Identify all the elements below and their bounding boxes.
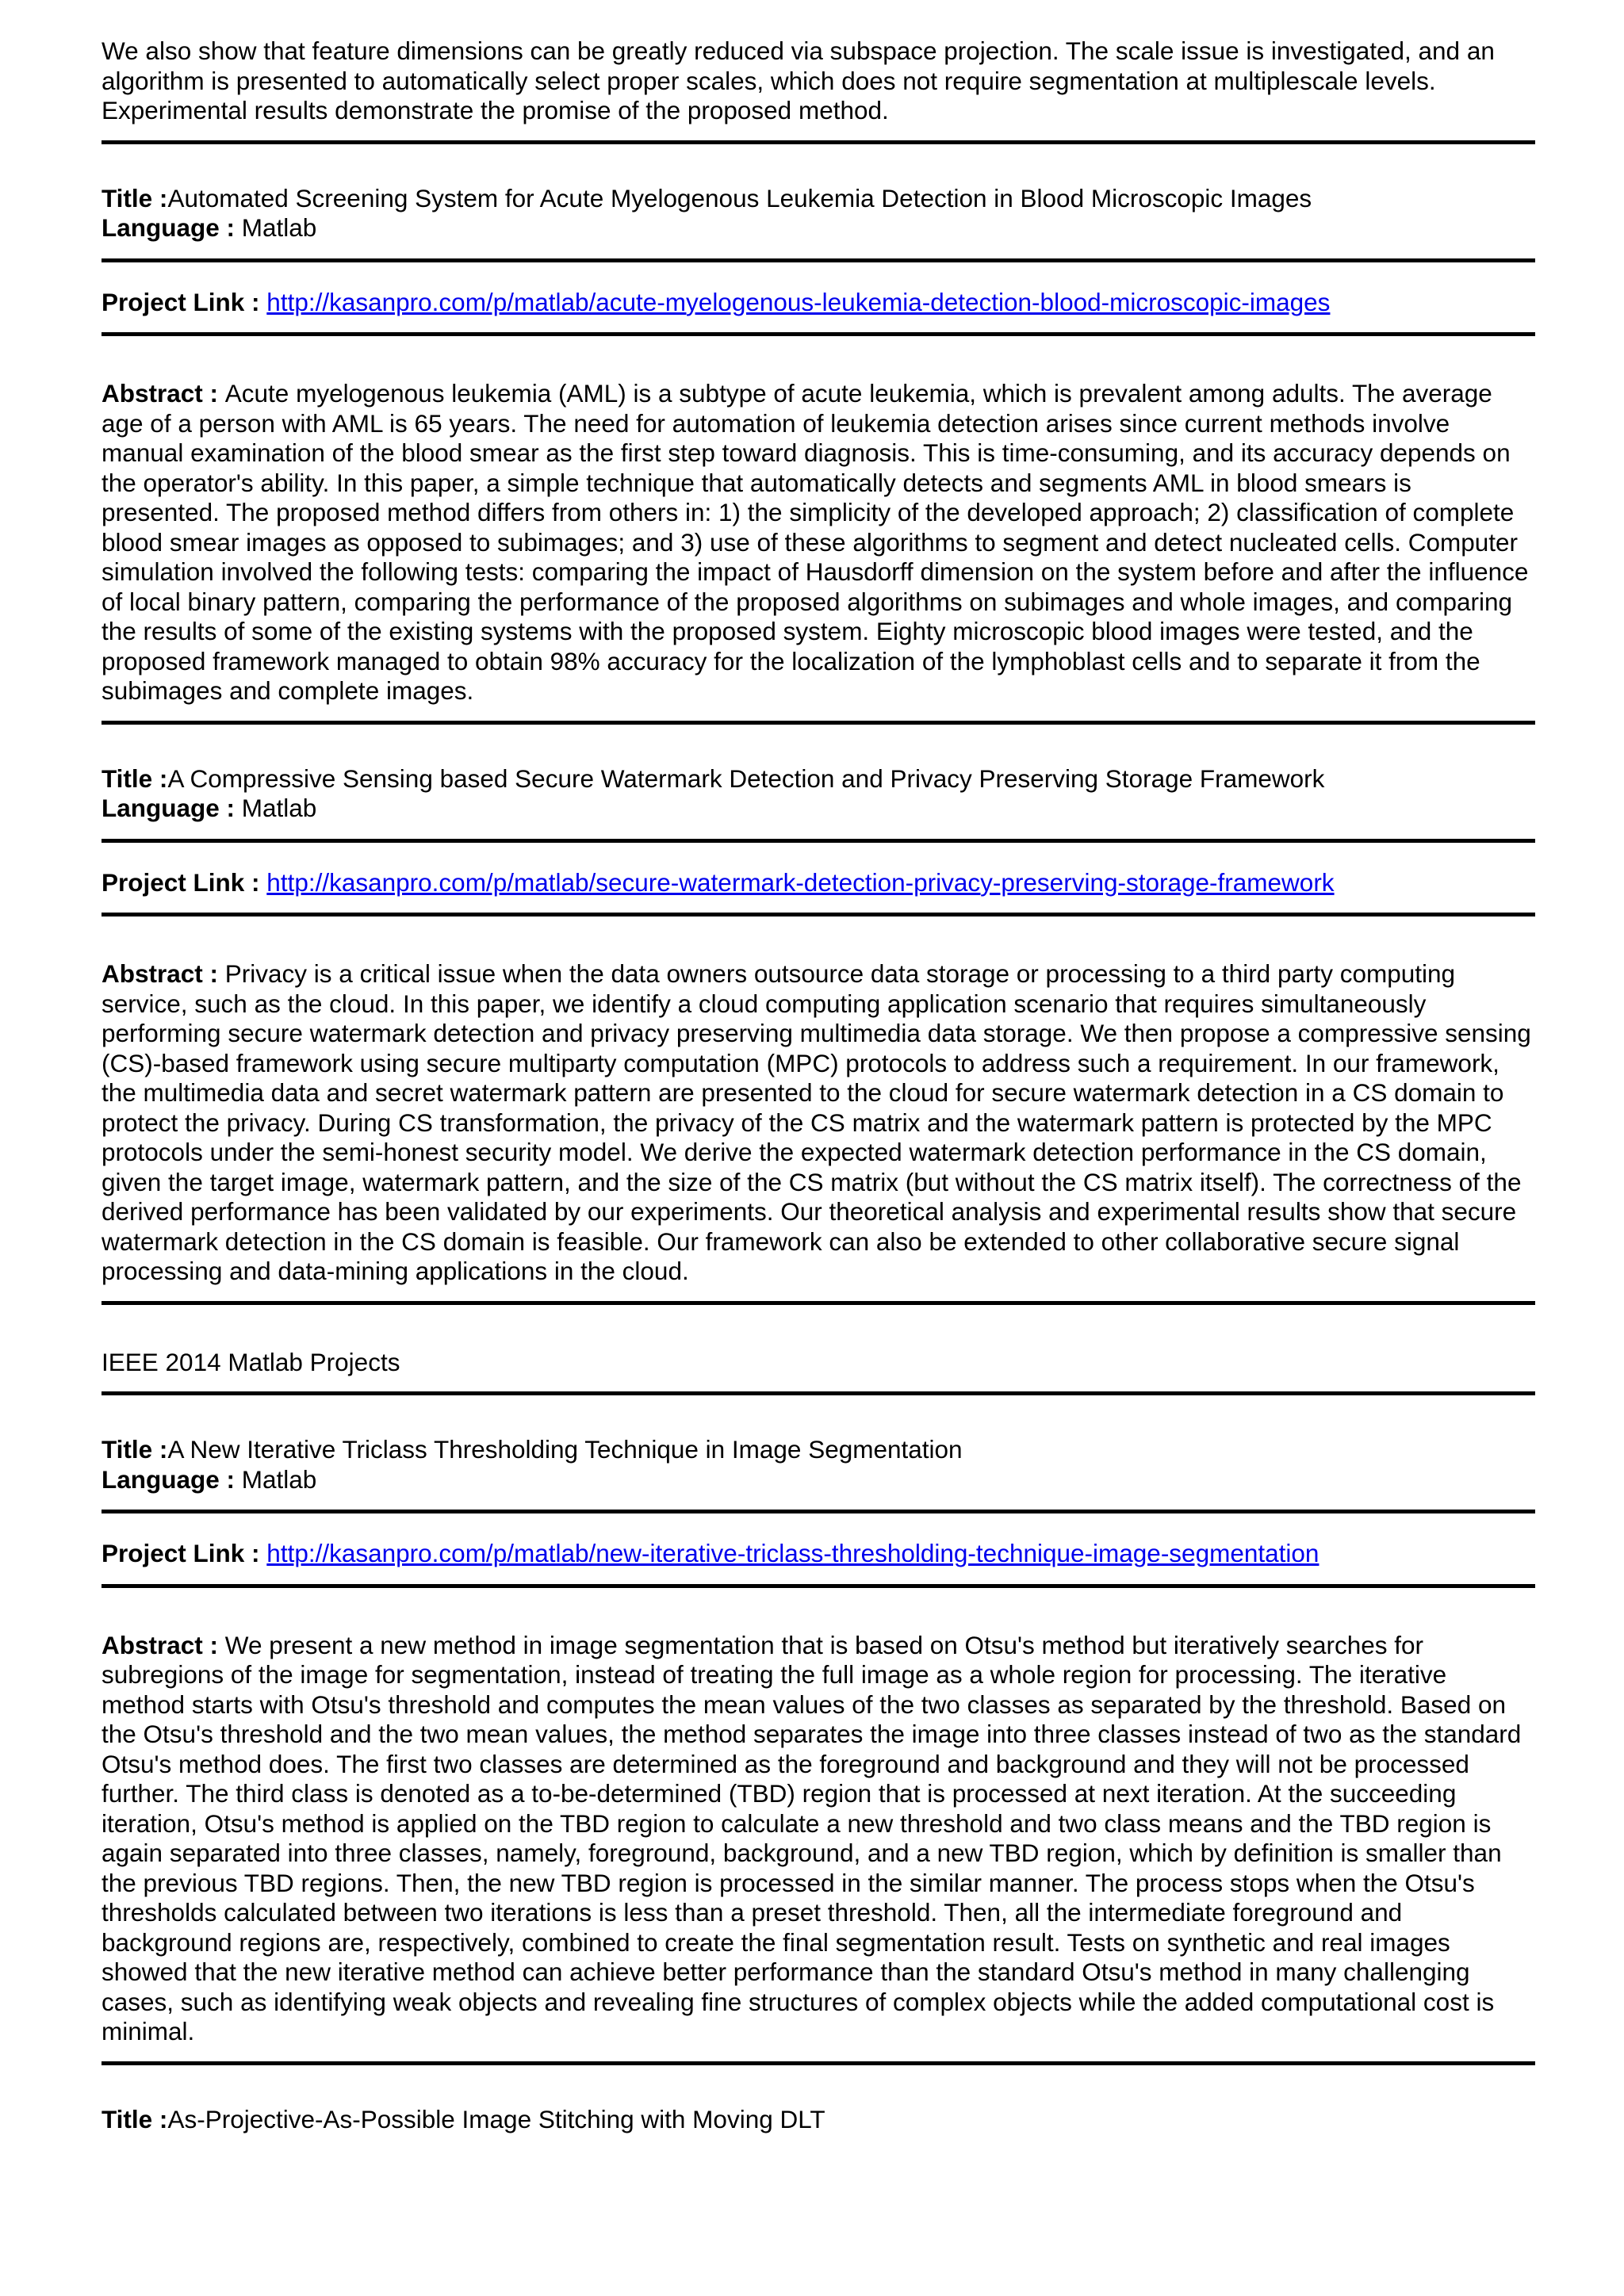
project-link[interactable]: http://kasanpro.com/p/matlab/new-iterative-triclass-thresholding-technique-image-segmentation xyxy=(266,1539,1320,1567)
title-label: Title : xyxy=(102,2104,168,2133)
document-page xyxy=(102,36,1535,2134)
abstract-label: Abstract : xyxy=(102,379,225,408)
project-language-line xyxy=(102,794,1535,824)
title-label: Title : xyxy=(102,1435,168,1464)
abstract-text: Privacy is a critical issue when the data owners outsource data storage or processing to a third party computing service, such as the cloud. In this paper, we identify a cloud computing application scenario that requires simultaneously performing secure watermark detection and privacy preserving multimedia data storage. We then propose a compressive sensing (CS)-based framework using secure multiparty computation (MPC) protocols to address such a requirement. In our framework, the multimedia data and secret watermark pattern are presented to the cloud for secure watermark detection in a CS domain to protect the privacy. During CS transformation, the privacy of the CS matrix and the watermark pattern is protected by the MPC protocols under the semi-honest security model. We derive the expected watermark detection performance in the CS domain, given the target image, watermark pattern, and the size of the CS matrix (but without the CS matrix itself). The correctness of the derived performance has been validated by our experiments. Our theoretical analysis and experimental results show that secure watermark detection in the CS domain is feasible. Our framework can also be extended to other collaborative secure signal processing and data-mining applications in the cloud. xyxy=(102,959,1531,1285)
abstract-label: Abstract : xyxy=(102,959,225,988)
project-link[interactable]: http://kasanpro.com/p/matlab/secure-watermark-detection-privacy-preserving-storage-framework xyxy=(266,867,1335,897)
project-language-line xyxy=(102,1465,1535,1495)
project-title-line xyxy=(102,1435,1535,1465)
project-language: Matlab xyxy=(241,213,317,242)
project-title: Automated Screening System for Acute Myelogenous Leukemia Detection in Blood Microscopic Images xyxy=(167,183,1312,212)
project-title: A New Iterative Triclass Thresholding Technique in Image Segmentation xyxy=(167,1435,963,1464)
intro-paragraph: We also show that feature dimensions can be greatly reduced via subspace projection. The scale issue is investigated, and an algorithm is presented to automatically select proper scales, which does not require segmentation at multiplescale levels. Experimental results demonstrate the promise of the proposed method. xyxy=(102,36,1495,124)
project-language: Matlab xyxy=(241,794,317,822)
project-title-line xyxy=(102,764,1535,794)
project-link-label: Project Link : xyxy=(102,287,267,316)
project-abstract xyxy=(102,1631,1535,2047)
abstract-text: Acute myelogenous leukemia (AML) is a subtype of acute leukemia, which is prevalent among adults. The average age of a person with AML is 65 years. The need for automation of leukemia detection arises since current methods involve manual examination of the blood smear as the first step toward diagnosis. This is time-consuming, and its accuracy depends on the operator's ability. In this paper, a simple technique that automatically detects and segments AML in blood smears is presented. The proposed method differs from others in: 1) the simplicity of the developed approach; 2) classification of complete blood smear images as opposed to subimages; and 3) use of these algorithms to segment and detect nucleated cells. Computer simulation involved the following tests: comparing the impact of Hausdorff dimension on the system before and after the influence of local binary pattern, comparing the performance of the proposed algorithms on subimages and whole images, and comparing the results of some of the existing systems with the proposed system. Eighty microscopic blood images were tested, and the proposed framework managed to obtain 98% accuracy for the localization of the lymphoblast cells and to separate it from the subimages and complete images. xyxy=(102,379,1529,705)
project-language-line xyxy=(102,213,1535,243)
project-title: As-Projective-As-Possible Image Stitching with Moving DLT xyxy=(167,2104,825,2133)
project-link-label: Project Link : xyxy=(102,867,267,897)
project-title-line xyxy=(102,184,1535,214)
project-language: Matlab xyxy=(241,1464,317,1494)
project-abstract xyxy=(102,379,1535,706)
language-label: Language : xyxy=(102,1464,242,1494)
abstract-label: Abstract : xyxy=(102,1630,225,1659)
project-link-line xyxy=(102,868,1535,898)
section-heading: IEEE 2014 Matlab Projects xyxy=(102,1347,400,1376)
project-title-line xyxy=(102,2105,1535,2135)
abstract-text: We present a new method in image segmentation that is based on Otsu's method but iteratively searches for subregions of the image for segmentation, instead of treating the full image as a whole region for processing. The iterative method starts with Otsu's threshold and computes the mean values of the two classes as separated by the threshold. Based on the Otsu's threshold and the two mean values, the method separates the image into three classes instead of two as the standard Otsu's method does. The first two classes are determined as the foreground and background and they will not be processed further. The third class is denoted as a to-be-determined (TBD) region that is processed at next iteration. At the succeeding iteration, Otsu's method is applied on the TBD region to calculate a new threshold and two class means and the TBD region is again separated into three classes, namely, foreground, background, and a new TBD region, which by definition is smaller than the previous TBD regions. Then, the new TBD region is processed in the similar manner. The process stops when the Otsu's thresholds calculated between two iterations is less than a preset threshold. Then, all the intermediate foreground and background regions are, respectively, combined to create the final segmentation result. Tests on synthetic and real images showed that the new iterative method can achieve better performance than the standard Otsu's method in many challenging cases, such as identifying weak objects and revealing fine structures of complex objects while the added computational cost is minimal. xyxy=(102,1630,1522,2045)
project-abstract xyxy=(102,959,1535,1287)
project-link-line xyxy=(102,1539,1535,1569)
title-label: Title : xyxy=(102,763,168,793)
project-link-label: Project Link : xyxy=(102,1539,267,1567)
project-title: A Compressive Sensing based Secure Watermark Detection and Privacy Preserving Storage Framework xyxy=(167,763,1325,793)
project-link-line xyxy=(102,288,1535,318)
project-link[interactable]: http://kasanpro.com/p/matlab/acute-myelogenous-leukemia-detection-blood-microscopic-images xyxy=(266,287,1331,316)
title-label: Title : xyxy=(102,183,168,212)
language-label: Language : xyxy=(102,213,242,242)
language-label: Language : xyxy=(102,794,242,822)
